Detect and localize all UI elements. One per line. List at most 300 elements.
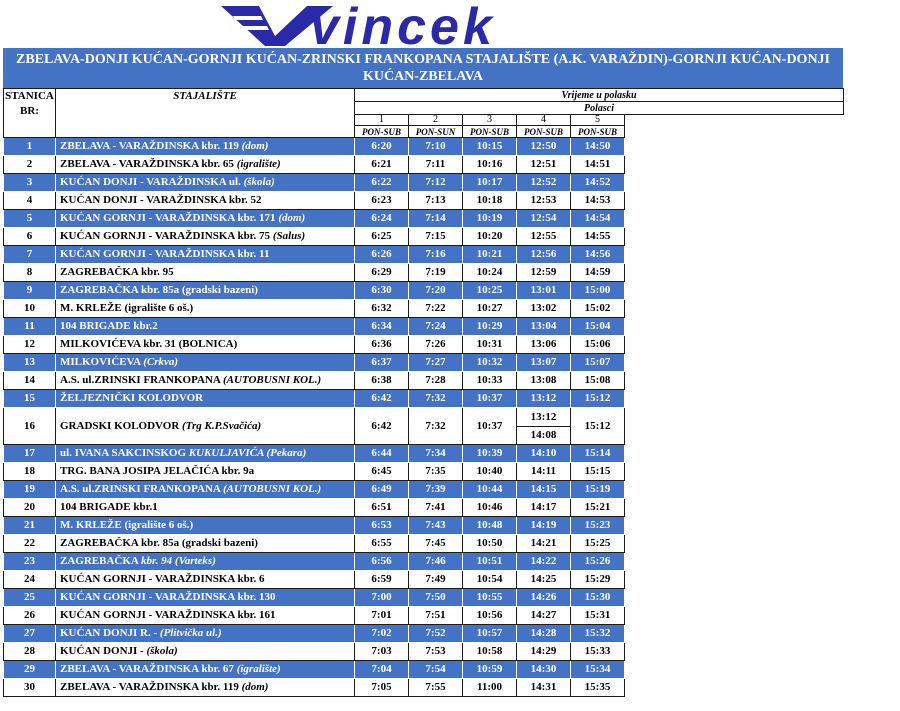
- departure-time: 7:51: [409, 607, 463, 625]
- row-spacer: [625, 210, 844, 228]
- stop-name-text: A.S. ul.ZRINSKI FRANKOPANA: [60, 483, 221, 495]
- table-row: [4, 390, 844, 408]
- departure-time: 10:51: [463, 553, 517, 571]
- table-row: [4, 661, 844, 679]
- departure-time: 10:56: [463, 607, 517, 625]
- stop-number: 25: [4, 589, 56, 607]
- vincek-logo: [215, 2, 685, 48]
- table-row: [4, 445, 844, 463]
- departure-time: 12:51: [517, 156, 571, 174]
- stop-name-text: A.S. ul.ZRINSKI FRANKOPANA: [60, 374, 221, 386]
- col-number: 2: [409, 115, 463, 126]
- stop-name-text: M. KRLEŽE (igralište 6 oš.): [60, 519, 194, 531]
- table-row: [4, 553, 844, 571]
- stop-name-text: KUĆAN GORNJI - VARAŽDINSKA kbr. 130: [60, 591, 276, 603]
- departure-time: 10:48: [463, 517, 517, 535]
- stop-name: [56, 138, 355, 156]
- departure-time: 15:32: [571, 625, 625, 643]
- departure-time: 6:38: [355, 372, 409, 390]
- departure-time: 14:53: [571, 192, 625, 210]
- stop-note: (Plitvička ul.): [159, 627, 222, 639]
- departure-time: 13:08: [517, 372, 571, 390]
- stop-name-text: KUĆAN GORNJI - VARAŽDINSKA kbr. 161: [60, 609, 276, 621]
- stop-name: [56, 354, 355, 372]
- col-days: PON-SUB: [463, 126, 517, 138]
- stop-name-text: TRG. BANA JOSIPA JELAČIĆA kbr. 9a: [60, 465, 255, 477]
- stop-name-text: MILKOVIĆEVA kbr. 31 (BOLNICA): [60, 338, 238, 350]
- departure-time: 7:43: [409, 517, 463, 535]
- departure-time: 15:25: [571, 535, 625, 553]
- stop-note: (škola): [146, 645, 178, 657]
- table-row: [4, 499, 844, 517]
- stop-number: 20: [4, 499, 56, 517]
- stop-number: 11: [4, 318, 56, 336]
- stop-note: (Salus): [272, 230, 306, 242]
- row-spacer: [625, 481, 844, 499]
- table-row: [4, 228, 844, 246]
- stop-note: (dom): [278, 212, 306, 224]
- departure-time: 7:41: [409, 499, 463, 517]
- col-number: 4: [517, 115, 571, 126]
- departure-time: 10:59: [463, 661, 517, 679]
- stop-number: 24: [4, 571, 56, 589]
- departure-time: 13:06: [517, 336, 571, 354]
- departure-time: 6:36: [355, 336, 409, 354]
- departure-time: 7:05: [355, 679, 409, 697]
- table-row: [4, 318, 844, 336]
- row-spacer: [625, 408, 844, 445]
- departure-time: 7:35: [409, 463, 463, 481]
- stop-number: 22: [4, 535, 56, 553]
- departure-time: 14:15: [517, 481, 571, 499]
- stop-number: 17: [4, 445, 56, 463]
- table-row: [4, 607, 844, 625]
- table-row: [4, 517, 844, 535]
- table-row: [4, 354, 844, 372]
- departure-time: 13:12: [517, 409, 570, 427]
- table-row: [4, 210, 844, 228]
- departure-time: 10:18: [463, 192, 517, 210]
- row-spacer: [625, 445, 844, 463]
- stop-name-text: 104 BRIGADE kbr.1: [60, 501, 158, 513]
- departure-time: 6:53: [355, 517, 409, 535]
- stop-name: [56, 174, 355, 192]
- stop-name: [56, 336, 355, 354]
- departure-time: 10:54: [463, 571, 517, 589]
- departure-time: 6:55: [355, 535, 409, 553]
- col-number: 5: [571, 115, 625, 126]
- stop-note: (AUTOBUSNI KOL.): [223, 374, 322, 386]
- table-row: [4, 372, 844, 390]
- departure-time: 14:08: [530, 428, 557, 441]
- departure-time: 7:20: [409, 282, 463, 300]
- departure-time: 10:58: [463, 643, 517, 661]
- departure-time: 14:17: [517, 499, 571, 517]
- departure-time: 14:59: [571, 264, 625, 282]
- table-row: [4, 481, 844, 499]
- departure-time: 6:56: [355, 553, 409, 571]
- stop-name-text: MILKOVIĆEVA: [60, 356, 141, 368]
- stop-name-text: KUĆAN DONJI -: [60, 645, 144, 657]
- departure-time: 6:42: [355, 390, 409, 408]
- row-spacer: [625, 138, 844, 156]
- stop-number: 28: [4, 643, 56, 661]
- stop-name: [56, 372, 355, 390]
- departure-time: 6:20: [355, 138, 409, 156]
- stop-name-text: GRADSKI KOLODVOR: [60, 419, 180, 432]
- stop-number: 6: [4, 228, 56, 246]
- row-spacer: [625, 661, 844, 679]
- stop-number: 10: [4, 300, 56, 318]
- row-spacer: [625, 318, 844, 336]
- stop-name: [56, 679, 355, 697]
- row-spacer: [625, 174, 844, 192]
- departure-time: 15:07: [571, 354, 625, 372]
- row-spacer: [625, 499, 844, 517]
- table-row: [4, 174, 844, 192]
- departure-time: 13:01: [517, 282, 571, 300]
- departure-time: 10:37: [463, 390, 517, 408]
- stop-note: KUKULJAVIĆA (Pekara): [188, 447, 307, 459]
- header-spacer: [625, 115, 844, 138]
- departure-time: 7:46: [409, 553, 463, 571]
- stop-name: [56, 192, 355, 210]
- row-spacer: [625, 282, 844, 300]
- departure-time: 10:32: [463, 354, 517, 372]
- row-spacer: [625, 246, 844, 264]
- departure-time: 7:52: [409, 625, 463, 643]
- departure-time: 14:27: [517, 607, 571, 625]
- departure-time: 10:55: [463, 589, 517, 607]
- stop-name: [56, 156, 355, 174]
- row-spacer: [625, 390, 844, 408]
- departure-time: 15:26: [571, 553, 625, 571]
- row-spacer: [625, 228, 844, 246]
- departure-time: 12:50: [517, 138, 571, 156]
- departure-time: 7:39: [409, 481, 463, 499]
- stop-note: (igralište): [236, 158, 281, 170]
- departure-time: 15:02: [571, 300, 625, 318]
- departure-time: 10:57: [463, 625, 517, 643]
- departure-time: 10:20: [463, 228, 517, 246]
- departure-time: 14:30: [517, 661, 571, 679]
- departure-time: 15:08: [571, 372, 625, 390]
- col-days: PON-SUN: [409, 126, 463, 138]
- departure-time: 14:55: [571, 228, 625, 246]
- stop-name-text: M. KRLEŽE (igralište 6 oš.): [60, 302, 194, 314]
- departure-time: 7:11: [409, 156, 463, 174]
- table-row: [4, 408, 844, 445]
- stop-name-text: KUĆAN GORNJI - VARAŽDINSKA kbr. 6: [60, 573, 265, 585]
- stop-note: (škola): [243, 176, 275, 188]
- departure-time: 13:04: [517, 318, 571, 336]
- table-row: [4, 625, 844, 643]
- stop-number: 2: [4, 156, 56, 174]
- departure-time: 7:14: [409, 210, 463, 228]
- stop-name-text: KUĆAN GORNJI - VARAŽDINSKA kbr. 11: [60, 248, 270, 260]
- departure-time: 15:15: [571, 463, 625, 481]
- departure-time: 13:12: [517, 390, 571, 408]
- departure-time: 7:10: [409, 138, 463, 156]
- table-row: [4, 282, 844, 300]
- header-stanica: STANICA BR:: [4, 89, 56, 138]
- col-number: 3: [463, 115, 517, 126]
- departure-time: 10:37: [463, 408, 517, 445]
- departure-time: 7:24: [409, 318, 463, 336]
- departure-time: 14:31: [517, 679, 571, 697]
- stop-number: 3: [4, 174, 56, 192]
- stop-number: 14: [4, 372, 56, 390]
- schedule-rows: [4, 138, 844, 697]
- departure-time: 6:30: [355, 282, 409, 300]
- departure-time: 10:19: [463, 210, 517, 228]
- departure-time: 6:32: [355, 300, 409, 318]
- stop-name-text: ZAGREBAČKA: [60, 555, 139, 567]
- departure-time: 13:02: [517, 300, 571, 318]
- stop-name: [56, 390, 355, 408]
- table-row: [4, 679, 844, 697]
- departure-time: 15:29: [571, 571, 625, 589]
- stop-name: [56, 318, 355, 336]
- table-row: [4, 535, 844, 553]
- departure-time: 7:55: [409, 679, 463, 697]
- header-stajaliste: STAJALIŠTE: [56, 89, 355, 138]
- departure-time: 7:45: [409, 535, 463, 553]
- stop-number: 9: [4, 282, 56, 300]
- stop-number: 13: [4, 354, 56, 372]
- stop-name: [56, 210, 355, 228]
- stop-number: 26: [4, 607, 56, 625]
- row-spacer: [625, 589, 844, 607]
- table-row: [4, 463, 844, 481]
- departure-time: 10:44: [463, 481, 517, 499]
- departure-time: 10:33: [463, 372, 517, 390]
- departure-time: 12:52: [517, 174, 571, 192]
- departure-time: 6:25: [355, 228, 409, 246]
- table-row: [4, 264, 844, 282]
- departure-time: 15:19: [571, 481, 625, 499]
- departure-time: 14:22: [517, 553, 571, 571]
- departure-time: 10:50: [463, 535, 517, 553]
- departure-time: 12:56: [517, 246, 571, 264]
- departure-time: 10:25: [463, 282, 517, 300]
- stop-number: 30: [4, 679, 56, 697]
- departure-time: 12:54: [517, 210, 571, 228]
- table-row: [4, 192, 844, 210]
- row-spacer: [625, 354, 844, 372]
- departure-time: 10:17: [463, 174, 517, 192]
- stop-name: [56, 607, 355, 625]
- departure-time: 14:10: [517, 445, 571, 463]
- departure-time: 7:16: [409, 246, 463, 264]
- departure-time: 6:45: [355, 463, 409, 481]
- departure-time: 12:53: [517, 192, 571, 210]
- stop-name: [56, 517, 355, 535]
- row-spacer: [625, 463, 844, 481]
- departure-time: 6:51: [355, 499, 409, 517]
- table-row: [4, 246, 844, 264]
- stop-name: [56, 445, 355, 463]
- departure-time: 7:12: [409, 174, 463, 192]
- stop-number: 21: [4, 517, 56, 535]
- route-title: ZBELAVA-DONJI KUĆAN-GORNJI KUĆAN-ZRINSKI FRANKOPANA STAJALIŠTE (A.K. VARAŽDIN)-GORNJI KUĆAN-DONJI KUĆAN-ZBELAVA: [3, 48, 843, 88]
- departure-time: 7:34: [409, 445, 463, 463]
- stop-number: 16: [4, 408, 56, 445]
- departure-time: 6:26: [355, 246, 409, 264]
- row-spacer: [625, 372, 844, 390]
- stop-name: [56, 499, 355, 517]
- table-row: [4, 571, 844, 589]
- departure-time: 15:12: [571, 408, 625, 445]
- row-spacer: [625, 535, 844, 553]
- header-polasci: Polasci: [355, 102, 844, 115]
- departure-time: 6:21: [355, 156, 409, 174]
- row-spacer: [625, 336, 844, 354]
- departure-time: 7:53: [409, 643, 463, 661]
- stop-number: 5: [4, 210, 56, 228]
- stop-name: [56, 282, 355, 300]
- departure-time: 12:55: [517, 228, 571, 246]
- departure-time: 14:51: [571, 156, 625, 174]
- table-row: [4, 138, 844, 156]
- stop-name-text: KUĆAN GORNJI - VARAŽDINSKA kbr. 75: [60, 230, 271, 242]
- departure-time: 14:11: [517, 463, 571, 481]
- row-spacer: [625, 517, 844, 535]
- stop-name: [56, 643, 355, 661]
- departure-time: 10:31: [463, 336, 517, 354]
- stop-name-text: KUĆAN DONJI - VARAŽDINSKA kbr. 52: [60, 194, 262, 206]
- stop-note: (AUTOBUSNI KOL.): [223, 483, 322, 495]
- departure-time: 7:28: [409, 372, 463, 390]
- departure-time: 7:01: [355, 607, 409, 625]
- row-spacer: [625, 192, 844, 210]
- stop-name-text: ul. IVANA SAKCINSKOG: [60, 447, 187, 459]
- stop-note: (Trg K.P.Svačića): [182, 419, 262, 432]
- departure-time: 14:25: [517, 571, 571, 589]
- departure-time: 6:59: [355, 571, 409, 589]
- stop-name: [56, 661, 355, 679]
- stop-name: [56, 300, 355, 318]
- departure-time: 15:35: [571, 679, 625, 697]
- stop-number: 27: [4, 625, 56, 643]
- table-row: [4, 336, 844, 354]
- departure-time: 7:54: [409, 661, 463, 679]
- stop-name-text: ZBELAVA - VARAŽDINSKA kbr. 67: [60, 663, 234, 675]
- departure-time: [517, 408, 571, 445]
- departure-time: 7:50: [409, 589, 463, 607]
- departure-time: 7:19: [409, 264, 463, 282]
- departure-time: 6:44: [355, 445, 409, 463]
- departure-time: 10:24: [463, 264, 517, 282]
- departure-time: 15:30: [571, 589, 625, 607]
- departure-time: 10:40: [463, 463, 517, 481]
- departure-time: 7:49: [409, 571, 463, 589]
- row-spacer: [625, 156, 844, 174]
- departure-time: 14:26: [517, 589, 571, 607]
- departure-time: 11:00: [463, 679, 517, 697]
- stop-name: [56, 408, 355, 445]
- departure-time: 14:28: [517, 625, 571, 643]
- table-row: [4, 643, 844, 661]
- departure-time: 7:04: [355, 661, 409, 679]
- row-spacer: [625, 643, 844, 661]
- departure-time: 6:42: [355, 408, 409, 445]
- departure-time: 14:29: [517, 643, 571, 661]
- stop-number: 8: [4, 264, 56, 282]
- departure-time: 15:14: [571, 445, 625, 463]
- stop-name-text: ZAGREBAČKA kbr. 95: [60, 266, 174, 278]
- departure-time: 10:27: [463, 300, 517, 318]
- departure-time: 15:12: [571, 390, 625, 408]
- departure-time: 6:23: [355, 192, 409, 210]
- col-number: 1: [355, 115, 409, 126]
- departure-time: 7:27: [409, 354, 463, 372]
- departure-time: 7:26: [409, 336, 463, 354]
- departure-time: 10:15: [463, 138, 517, 156]
- departure-time: 14:54: [571, 210, 625, 228]
- col-days: PON-SUB: [571, 126, 625, 138]
- stop-number: 18: [4, 463, 56, 481]
- stop-name: [56, 625, 355, 643]
- departure-time: 6:24: [355, 210, 409, 228]
- departure-time: 7:03: [355, 643, 409, 661]
- stop-number: 19: [4, 481, 56, 499]
- departure-time: 7:00: [355, 589, 409, 607]
- stop-note: (Crkva): [143, 356, 179, 368]
- stop-number: 12: [4, 336, 56, 354]
- stop-name-text: KUĆAN DONJI R. -: [60, 627, 158, 639]
- row-spacer: [625, 553, 844, 571]
- departure-time: 10:39: [463, 445, 517, 463]
- departure-time: 10:29: [463, 318, 517, 336]
- col-days: PON-SUB: [517, 126, 571, 138]
- stop-name: [56, 246, 355, 264]
- stop-number: 4: [4, 192, 56, 210]
- departure-time: 10:46: [463, 499, 517, 517]
- departure-time: 15:31: [571, 607, 625, 625]
- stop-name-text: KUĆAN DONJI - VARAŽDINSKA ul.: [60, 176, 241, 188]
- departure-time: 7:13: [409, 192, 463, 210]
- stop-number: 29: [4, 661, 56, 679]
- stop-number: 7: [4, 246, 56, 264]
- row-spacer: [625, 264, 844, 282]
- departure-time: 7:02: [355, 625, 409, 643]
- logo-text: vincek: [310, 2, 496, 48]
- stop-number: 15: [4, 390, 56, 408]
- stop-name: [56, 228, 355, 246]
- departure-time: 14:21: [517, 535, 571, 553]
- schedule-table: [3, 88, 844, 697]
- departure-time: 15:04: [571, 318, 625, 336]
- departure-time: 7:15: [409, 228, 463, 246]
- departure-time: 12:59: [517, 264, 571, 282]
- stop-number: 23: [4, 553, 56, 571]
- departure-time: 15:33: [571, 643, 625, 661]
- departure-time: 6:49: [355, 481, 409, 499]
- row-spacer: [625, 607, 844, 625]
- stop-name-text: 104 BRIGADE kbr.2: [60, 320, 158, 332]
- stop-name: [56, 553, 355, 571]
- row-spacer: [625, 625, 844, 643]
- departure-time: 6:34: [355, 318, 409, 336]
- departure-time: 13:07: [517, 354, 571, 372]
- departure-time: 7:32: [409, 390, 463, 408]
- header-vrijeme: Vrijeme u polasku: [355, 89, 844, 102]
- stop-name-text: ZBELAVA - VARAŽDINSKA kbr. 119: [60, 140, 239, 152]
- departure-time: 14:52: [571, 174, 625, 192]
- stop-note: (dom): [241, 140, 269, 152]
- stop-name-text: ZAGREBAČKA kbr. 85a (gradski bazeni): [60, 284, 258, 296]
